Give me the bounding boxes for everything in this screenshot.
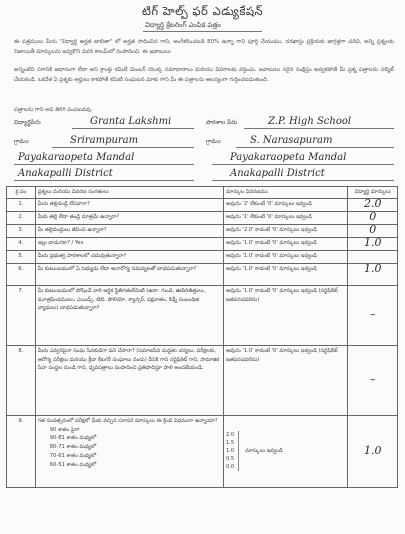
row-marking: అవును '1.0' కాదంటే '0' మార్కులు ఇవ్వండి xyxy=(223,237,347,250)
village-label: గ్రామం xyxy=(14,138,29,145)
table-row xyxy=(7,198,398,211)
row-score[interactable]: – xyxy=(348,285,398,345)
school-label: పాఠశాల పేరు xyxy=(206,119,238,126)
row-marking: మార్కులు ఇవ్వండి xyxy=(245,447,283,454)
row-marking: అవును '1.0' కాదంటే '0' మార్కులు ఇవ్వండి xyxy=(223,250,347,263)
row-score[interactable]: – xyxy=(348,345,398,415)
grade-item: 70-61 శాతం మధ్యలో xyxy=(49,452,97,459)
grade-mark: 1.0 xyxy=(225,448,235,455)
row-score[interactable]: 1.0 xyxy=(348,237,398,250)
row-score[interactable]: 2.0 xyxy=(348,198,398,211)
row-number: 4. xyxy=(7,237,36,250)
row-number: 3. xyxy=(7,224,36,237)
row-number: 8. xyxy=(7,345,36,415)
table-row xyxy=(7,285,398,345)
intro-paragraph-3: పత్రాలను గాని అవి తిరిగి పంపబడవు. xyxy=(14,107,93,113)
table-header-row xyxy=(7,187,398,199)
grade-mark: 0.0 xyxy=(225,464,235,471)
mandal2-value[interactable]: Payakaraopeta Mandal xyxy=(230,152,347,163)
row-marking: అవును '1.0' కాదంటే '0' మార్కులు ఇవ్వండి (సర్టిఫికేట్ జతపరచవలెను) xyxy=(223,345,347,415)
grade-mark: 2.0 xyxy=(225,432,235,439)
row-question: మీ కుటుంబములో ఏ సభ్యుడు లేదా అనారోగ్య సమస్యలతో బాధపడుతున్నారా? xyxy=(35,263,223,285)
header-serial: క్ర.సం xyxy=(7,187,36,199)
row-question: మీ కుటుంబములో పోషించే వారి ఆర్థిక స్థితిగతులేమిటి (ఉదా: గుండె, ఊపిరితిత్తులు, మూత్రపిండములు, ఎయిడ్స్, టిబి, పోలియో, క్యాన్సర్, పక్షవాతం, కిడ్నీ సంబంధిత వ్యాధులు) బాధపడుతున్నారా? xyxy=(35,285,223,345)
row-question-grades xyxy=(35,415,223,487)
district-value[interactable]: Anakapalli District xyxy=(18,168,113,179)
student-name-label: విద్యార్థిపేరు xyxy=(14,119,41,126)
header-question: ప్రశ్నలు మరియు వివరణ సంగతులు xyxy=(35,187,223,199)
row-question: మీ తల్లిదండ్రులు జీవించి ఉన్నారా? xyxy=(35,224,223,237)
grade-item: 90-81 శాతం మధ్యలో xyxy=(49,435,97,442)
grade-item: 90 శాతం పైగా xyxy=(49,426,80,433)
row-score[interactable]: 1.0 xyxy=(348,263,398,285)
row-score[interactable]: 1.0 xyxy=(348,415,398,487)
row-number: 2. xyxy=(7,211,36,224)
grade-mark: 0.5 xyxy=(225,456,235,463)
intro-paragraph-1: ఈ పత్రములు మీరు "విద్యార్థి అర్హత జాబితా" లో అర్హత సాధించిన గాని, అంగీకరించబడి 80% ఉన్నా గాని పూర్తి చేయుము, దరఖాస్తు ప్రక్రియకు జాగ్రత్తగా చదివి, అన్ని ప్రశ్నలకు నిజాయితీ మార్కులను ఇవ్వకొని చివరి కాలమ్‌లో సంపాదించి. ఈ జవాబులు xyxy=(14,39,394,55)
row-number: 6. xyxy=(7,263,36,285)
table-row xyxy=(7,224,398,237)
student-name-value[interactable]: Granta Lakshmi xyxy=(90,116,172,127)
row-marking: అవును '2' లేకుంటే '0' మార్కులు ఇవ్వండి xyxy=(223,198,347,211)
row-number: 9. xyxy=(7,415,36,487)
row-score[interactable]: 0 xyxy=(348,211,398,224)
row-marking: అవును '1' లేకుంటే '0' మార్కులు ఇవ్వండి xyxy=(223,211,347,224)
table-row xyxy=(7,250,398,263)
grade-item: 60-51 శాతం మధ్యలో xyxy=(49,461,97,468)
row-question: మీరు తల్లిదండ్రి లేనివారా? xyxy=(35,198,223,211)
village-value[interactable]: Srirampuram xyxy=(70,135,139,146)
row-question: ఇల్లు బాడుగకా? / Yes xyxy=(35,237,223,250)
table-row xyxy=(7,211,398,224)
row-marking: అవును '1.0' కాదంటే '0' మార్కులు ఇవ్వండి xyxy=(223,263,347,285)
page-subtitle: విద్యార్థి క్రేటరింగ్ ఎంపిక పత్రం xyxy=(145,21,221,29)
village2-label: గ్రామం xyxy=(206,138,221,145)
header-marking: మార్కుల వివరణము xyxy=(223,187,347,199)
row-number: 7. xyxy=(7,285,36,345)
row-marking: అవును '1.0' కాదంటే '0' మార్కులు ఇవ్వండి (సర్టిఫికేట్ జతపరచవలెను) xyxy=(223,285,347,345)
table-row xyxy=(7,415,398,487)
row-number: 5. xyxy=(7,250,36,263)
grade-item: 80-71 శాతం మధ్యలో xyxy=(49,444,97,451)
table-row xyxy=(7,237,398,250)
criteria-table xyxy=(6,186,398,488)
school-value[interactable]: Z.P. High School xyxy=(268,116,352,127)
row-question: మీరు ఎవ్వరిపైనా సంఘ సేవకుడిగా పని చేసారా? (సమాజసేవ మద్దతు చర్యలు, పరీక్షలకు, ఆరోగ్య పరీక్షలు మరియు క్రీడా కేటగరీ సంఘాలు నందు) దీనికి గాని సర్టిఫికెట్ గాని, సామాజిక సేవా సంస్థల నుండి గాని, ధృవపత్రాలు సంపాదించి ప్రతిపాదిస్తూ పాలి అందజేయండి. xyxy=(35,345,223,415)
grade-mark: 1.5 xyxy=(225,440,235,447)
header-score: విద్యార్థి మార్కులు xyxy=(348,187,398,199)
row-score[interactable]: 0 xyxy=(348,224,398,237)
mandal-value[interactable]: Payakaraopeta Mandal xyxy=(18,152,135,163)
district2-value[interactable]: Anakapalli District xyxy=(230,168,325,179)
row-question: గత సంవత్సరంలో పరీక్షలో మీకు వచ్చిన సరాసరి మార్కులు ఈ క్రింది విధముగా ఉన్నాయా? xyxy=(37,417,218,424)
row-question: మీరు ప్రభుత్వ పాఠశాలలో చదువుతున్నారా? xyxy=(35,250,223,263)
village2-value[interactable]: S. Narasapuram xyxy=(250,135,333,146)
page-title: టిగ్ హెల్ప్ ఫర్ ఎడ్యుకేషన్ xyxy=(142,4,264,18)
intro-paragraph-2: అన్నింటిని సగానికి ఆధారంగా లేదా అని క్రాంక్తు కమిటీ మెంబర్ యొక్క సమాధానాలు మరియు వివరాలకు వర్తించు. జవాబులు సరైన సంక్షిప్తం అవ్వకపోతే మీ ప్రశ్న పత్రాలను సబ్మిట్ చేయకండి. ఒకవేళ ఏ ప్రశ్నకు అర్హులు కాకపోతే కమిటీ సంఘటన మాకు గాని మీ ఈ పత్రాలను ఆలస్యంగా గుర్తించబడుతుంది. xyxy=(14,67,394,83)
row-number: 1. xyxy=(7,198,36,211)
row-marking: అవును '2.0' కాదంటే '0' మార్కులు ఇవ్వండి xyxy=(223,224,347,237)
row-question: మీకు తల్లి లేదా తండ్రి మాత్రమే ఉన్నారా? xyxy=(35,211,223,224)
table-row xyxy=(7,263,398,285)
row-marking-grades xyxy=(223,415,347,487)
table-row xyxy=(7,345,398,415)
